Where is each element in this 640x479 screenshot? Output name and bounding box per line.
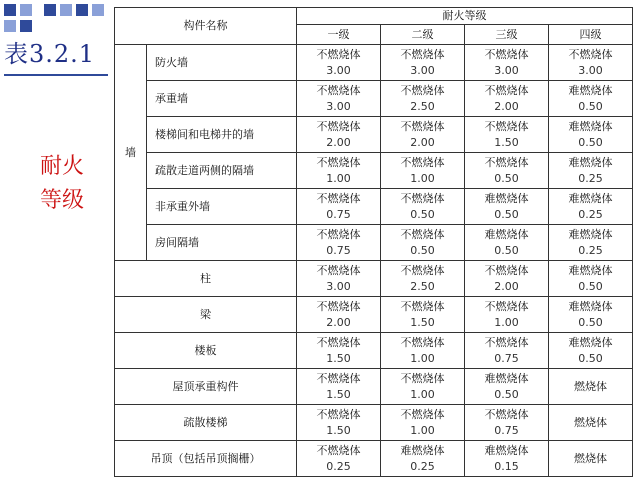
duration-text: 3.00 [326, 99, 351, 113]
header-grade: 三级 [465, 25, 549, 45]
material-text: 不燃烧体 [400, 227, 445, 241]
rating-cell [297, 261, 381, 297]
duration-text: 2.00 [494, 279, 519, 293]
material-text: 燃烧体 [574, 451, 607, 465]
material-text: 难燃烧体 [484, 191, 529, 205]
duration-text: 3.00 [410, 63, 435, 77]
duration-text: 0.50 [494, 207, 519, 221]
other-rows [115, 261, 633, 477]
material-text: 不燃烧体 [316, 83, 361, 97]
slide-subtitle [38, 150, 86, 218]
material-text: 难燃烧体 [568, 155, 613, 169]
table-row [115, 189, 633, 225]
material-text: 难燃烧体 [568, 299, 613, 313]
material-text: 不燃烧体 [484, 47, 529, 61]
rating-cell [297, 81, 381, 117]
duration-text: 0.25 [326, 459, 351, 473]
table-row [115, 225, 633, 261]
duration-text: 1.00 [326, 171, 351, 185]
rating-cell [381, 153, 465, 189]
material-text: 不燃烧体 [316, 443, 361, 457]
component-name: 吊顶（包括吊顶搁栅） [115, 441, 297, 477]
fire-resistance-table [114, 7, 633, 477]
rating-cell [381, 225, 465, 261]
material-text: 不燃烧体 [484, 335, 529, 349]
rating-cell [297, 45, 381, 81]
duration-text: 0.50 [410, 207, 435, 221]
material-text: 不燃烧体 [400, 47, 445, 61]
table-row [115, 153, 633, 189]
duration-text: 1.50 [326, 351, 351, 365]
rating-cell [549, 405, 633, 441]
material-text: 难燃烧体 [568, 191, 613, 205]
wall-group-label: 墙 [115, 45, 147, 261]
rating-cell [549, 369, 633, 405]
rating-cell [549, 297, 633, 333]
rating-cell [297, 225, 381, 261]
duration-text: 0.75 [326, 243, 351, 257]
material-text: 不燃烧体 [400, 191, 445, 205]
header-grade: 二级 [381, 25, 465, 45]
material-text: 不燃烧体 [484, 407, 529, 421]
component-name: 防火墙 [147, 45, 297, 81]
duration-text: 3.00 [326, 63, 351, 77]
duration-text: 1.00 [494, 315, 519, 329]
material-text: 不燃烧体 [316, 191, 361, 205]
rating-cell [465, 441, 549, 477]
table-row [115, 261, 633, 297]
decor-square [20, 20, 32, 32]
material-text: 不燃烧体 [316, 119, 361, 133]
duration-text: 0.50 [410, 243, 435, 257]
material-text: 燃烧体 [574, 415, 607, 429]
subtitle-line: 耐火 [39, 154, 84, 179]
duration-text: 2.00 [410, 135, 435, 149]
component-name: 承重墙 [147, 81, 297, 117]
material-text: 难燃烧体 [568, 119, 613, 133]
rating-cell [465, 81, 549, 117]
duration-text: 0.50 [494, 171, 519, 185]
duration-text: 1.00 [410, 351, 435, 365]
header-grade: 四级 [549, 25, 633, 45]
header-grade-group: 耐火等级 [297, 8, 633, 25]
subtitle-line: 等级 [39, 188, 84, 213]
decor-square [60, 4, 72, 16]
rating-cell [381, 405, 465, 441]
component-name: 楼梯间和电梯井的墙 [147, 117, 297, 153]
material-text: 不燃烧体 [400, 83, 445, 97]
material-text: 不燃烧体 [316, 371, 361, 385]
rating-cell [381, 261, 465, 297]
rating-cell [381, 369, 465, 405]
table-row [115, 405, 633, 441]
duration-text: 1.50 [326, 387, 351, 401]
material-text: 不燃烧体 [484, 119, 529, 133]
rating-cell [549, 189, 633, 225]
material-text: 不燃烧体 [484, 299, 529, 313]
material-text: 不燃烧体 [316, 155, 361, 169]
rating-cell [297, 333, 381, 369]
rating-cell [465, 369, 549, 405]
rating-cell [381, 81, 465, 117]
table-row [115, 441, 633, 477]
rating-cell [381, 333, 465, 369]
material-text: 不燃烧体 [400, 263, 445, 277]
material-text: 不燃烧体 [316, 227, 361, 241]
duration-text: 1.00 [410, 387, 435, 401]
rating-cell [381, 189, 465, 225]
rating-cell [549, 225, 633, 261]
rating-cell [465, 189, 549, 225]
rating-cell [465, 297, 549, 333]
material-text: 难燃烧体 [400, 443, 445, 457]
material-text: 不燃烧体 [400, 155, 445, 169]
material-text: 难燃烧体 [568, 227, 613, 241]
rating-cell [297, 117, 381, 153]
duration-text: 0.25 [410, 459, 435, 473]
duration-text: 0.25 [578, 171, 603, 185]
rating-cell [465, 153, 549, 189]
rating-cell [465, 333, 549, 369]
material-text: 不燃烧体 [316, 407, 361, 421]
duration-text: 1.50 [410, 315, 435, 329]
decor-square [4, 20, 16, 32]
component-name: 疏散楼梯 [115, 405, 297, 441]
wall-rows [115, 45, 633, 261]
decor-square [76, 4, 88, 16]
rating-cell [549, 45, 633, 81]
material-text: 不燃烧体 [400, 407, 445, 421]
duration-text: 0.25 [578, 207, 603, 221]
component-name: 疏散走道两侧的隔墙 [147, 153, 297, 189]
rating-cell [549, 261, 633, 297]
component-name: 柱 [115, 261, 297, 297]
material-text: 不燃烧体 [316, 47, 361, 61]
rating-cell [549, 441, 633, 477]
table-row [115, 297, 633, 333]
duration-text: 2.00 [326, 135, 351, 149]
component-name: 屋顶承重构件 [115, 369, 297, 405]
material-text: 难燃烧体 [568, 83, 613, 97]
duration-text: 0.50 [494, 387, 519, 401]
header-component: 构件名称 [115, 8, 297, 45]
duration-text: 0.75 [494, 423, 519, 437]
component-name: 梁 [115, 297, 297, 333]
material-text: 不燃烧体 [484, 83, 529, 97]
material-text: 不燃烧体 [316, 299, 361, 313]
decor-square [44, 4, 56, 16]
rating-cell [465, 405, 549, 441]
decor-square [92, 4, 104, 16]
duration-text: 2.00 [326, 315, 351, 329]
duration-text: 0.50 [578, 315, 603, 329]
slide-title: 表3.2.1 [4, 40, 96, 68]
rating-cell [297, 441, 381, 477]
material-text: 不燃烧体 [400, 299, 445, 313]
duration-text: 0.50 [578, 99, 603, 113]
table-row [115, 117, 633, 153]
material-text: 难燃烧体 [484, 443, 529, 457]
duration-text: 0.50 [578, 279, 603, 293]
rating-cell [549, 153, 633, 189]
rating-cell [297, 369, 381, 405]
rating-cell [381, 117, 465, 153]
rating-cell [297, 189, 381, 225]
duration-text: 3.00 [578, 63, 603, 77]
material-text: 不燃烧体 [484, 155, 529, 169]
material-text: 不燃烧体 [316, 335, 361, 349]
material-text: 不燃烧体 [316, 263, 361, 277]
rating-cell [381, 441, 465, 477]
material-text: 燃烧体 [574, 379, 607, 393]
component-name: 楼板 [115, 333, 297, 369]
material-text: 难燃烧体 [484, 371, 529, 385]
rating-cell [297, 153, 381, 189]
duration-text: 0.75 [326, 207, 351, 221]
material-text: 难燃烧体 [568, 335, 613, 349]
rating-cell [549, 117, 633, 153]
duration-text: 2.50 [410, 99, 435, 113]
rating-cell [297, 405, 381, 441]
material-text: 不燃烧体 [400, 335, 445, 349]
material-text: 难燃烧体 [568, 263, 613, 277]
table-row [115, 333, 633, 369]
material-text: 不燃烧体 [400, 119, 445, 133]
rating-cell [381, 297, 465, 333]
duration-text: 1.00 [410, 423, 435, 437]
duration-text: 2.50 [410, 279, 435, 293]
header-grade: 一级 [297, 25, 381, 45]
duration-text: 2.00 [494, 99, 519, 113]
material-text: 难燃烧体 [484, 227, 529, 241]
duration-text: 1.50 [494, 135, 519, 149]
duration-text: 1.00 [410, 171, 435, 185]
component-name: 房间隔墙 [147, 225, 297, 261]
rating-cell [465, 45, 549, 81]
table-row [115, 81, 633, 117]
material-text: 不燃烧体 [484, 263, 529, 277]
duration-text: 0.25 [578, 243, 603, 257]
table-row [115, 369, 633, 405]
duration-text: 3.00 [326, 279, 351, 293]
decor-square [4, 4, 16, 16]
duration-text: 0.75 [494, 351, 519, 365]
duration-text: 0.15 [494, 459, 519, 473]
duration-text: 0.50 [578, 351, 603, 365]
table-row [115, 45, 633, 81]
duration-text: 0.50 [494, 243, 519, 257]
component-name: 非承重外墙 [147, 189, 297, 225]
rating-cell [297, 297, 381, 333]
rating-cell [549, 81, 633, 117]
decor-square [20, 4, 32, 16]
material-text: 不燃烧体 [568, 47, 613, 61]
rating-cell [465, 225, 549, 261]
duration-text: 3.00 [494, 63, 519, 77]
rating-cell [465, 261, 549, 297]
duration-text: 1.50 [326, 423, 351, 437]
duration-text: 0.50 [578, 135, 603, 149]
rating-cell [465, 117, 549, 153]
material-text: 不燃烧体 [400, 371, 445, 385]
rating-cell [381, 45, 465, 81]
rating-cell [549, 333, 633, 369]
decor-rule [4, 74, 108, 76]
